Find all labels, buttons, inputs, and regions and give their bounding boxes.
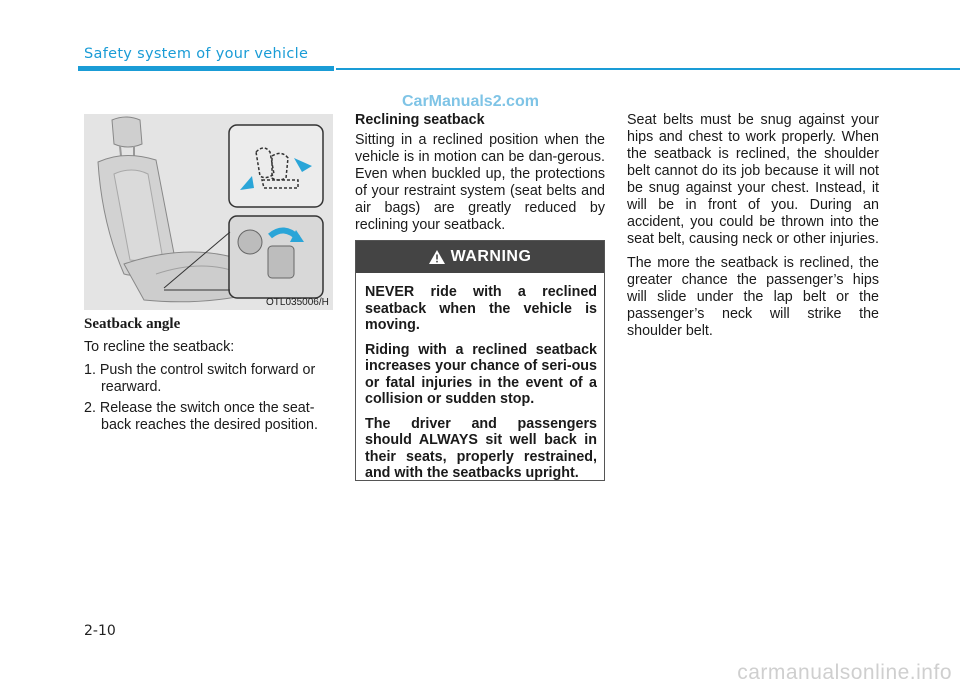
right-paragraph-1: Seat belts must be snug against your hips and chest to work properly. When the seatback is reclined, the shoulder belt cannot do its job because it will not be snug against your chest. Instead, it will be in front of you. During an accident, you could be thrown into the seat belt, causing neck or other injuries. (627, 112, 879, 247)
warning-title: WARNING (450, 248, 532, 265)
page-number: 2-10 (84, 623, 116, 639)
warning-paragraph-2: Riding with a reclined seatback increases your chance of seri-ous or fatal injuries in the event of a collision or sudden stop. (365, 341, 597, 407)
seat-illustration-svg (84, 114, 333, 310)
step-1: 1. Push the control switch forward or rearward. (84, 362, 316, 395)
watermark-top[interactable]: CarManuals2.com (402, 93, 539, 110)
reclining-seatback-heading: Reclining seatback (355, 112, 485, 128)
watermark-bottom[interactable]: carmanualsonline.info (737, 661, 952, 684)
section-title: Safety system of your vehicle (84, 46, 309, 62)
middle-column (355, 112, 605, 234)
warning-paragraph-1: NEVER ride with a reclined seatback when the vehicle is moving. (365, 284, 597, 333)
reclining-paragraph: Sitting in a reclined position when the vehicle is in motion can be dan-gerous. Even when buckled up, the protections of your restraint system (seat belts and air bags) are greatly reduced by reclining your seatback. (355, 132, 605, 233)
intro-text: To recline the seatback: (84, 339, 235, 355)
step-2: 2. Release the switch once the seat-back reaches the desired position. (84, 400, 318, 433)
header-rule-accent (78, 66, 334, 71)
warning-body (356, 273, 604, 482)
warning-header (356, 241, 604, 273)
left-column (84, 339, 336, 438)
figure-code: OTL035006/H (266, 297, 329, 308)
warning-triangle-icon (429, 250, 445, 264)
warning-paragraph-3: The driver and passengers should ALWAYS sit well back in their seats, properly restrained, and with the seatbacks upright. (365, 415, 597, 481)
right-paragraph-2: The more the seatback is reclined, the greater chance the passenger’s hips will slide under the lap belt or the passenger’s neck will strike the shoulder belt. (627, 255, 879, 339)
seatback-angle-heading: Seatback angle (84, 316, 181, 332)
seat-recline-illustration (84, 114, 333, 310)
header-rule (336, 68, 960, 70)
right-column (627, 112, 879, 347)
warning-box (355, 240, 605, 481)
